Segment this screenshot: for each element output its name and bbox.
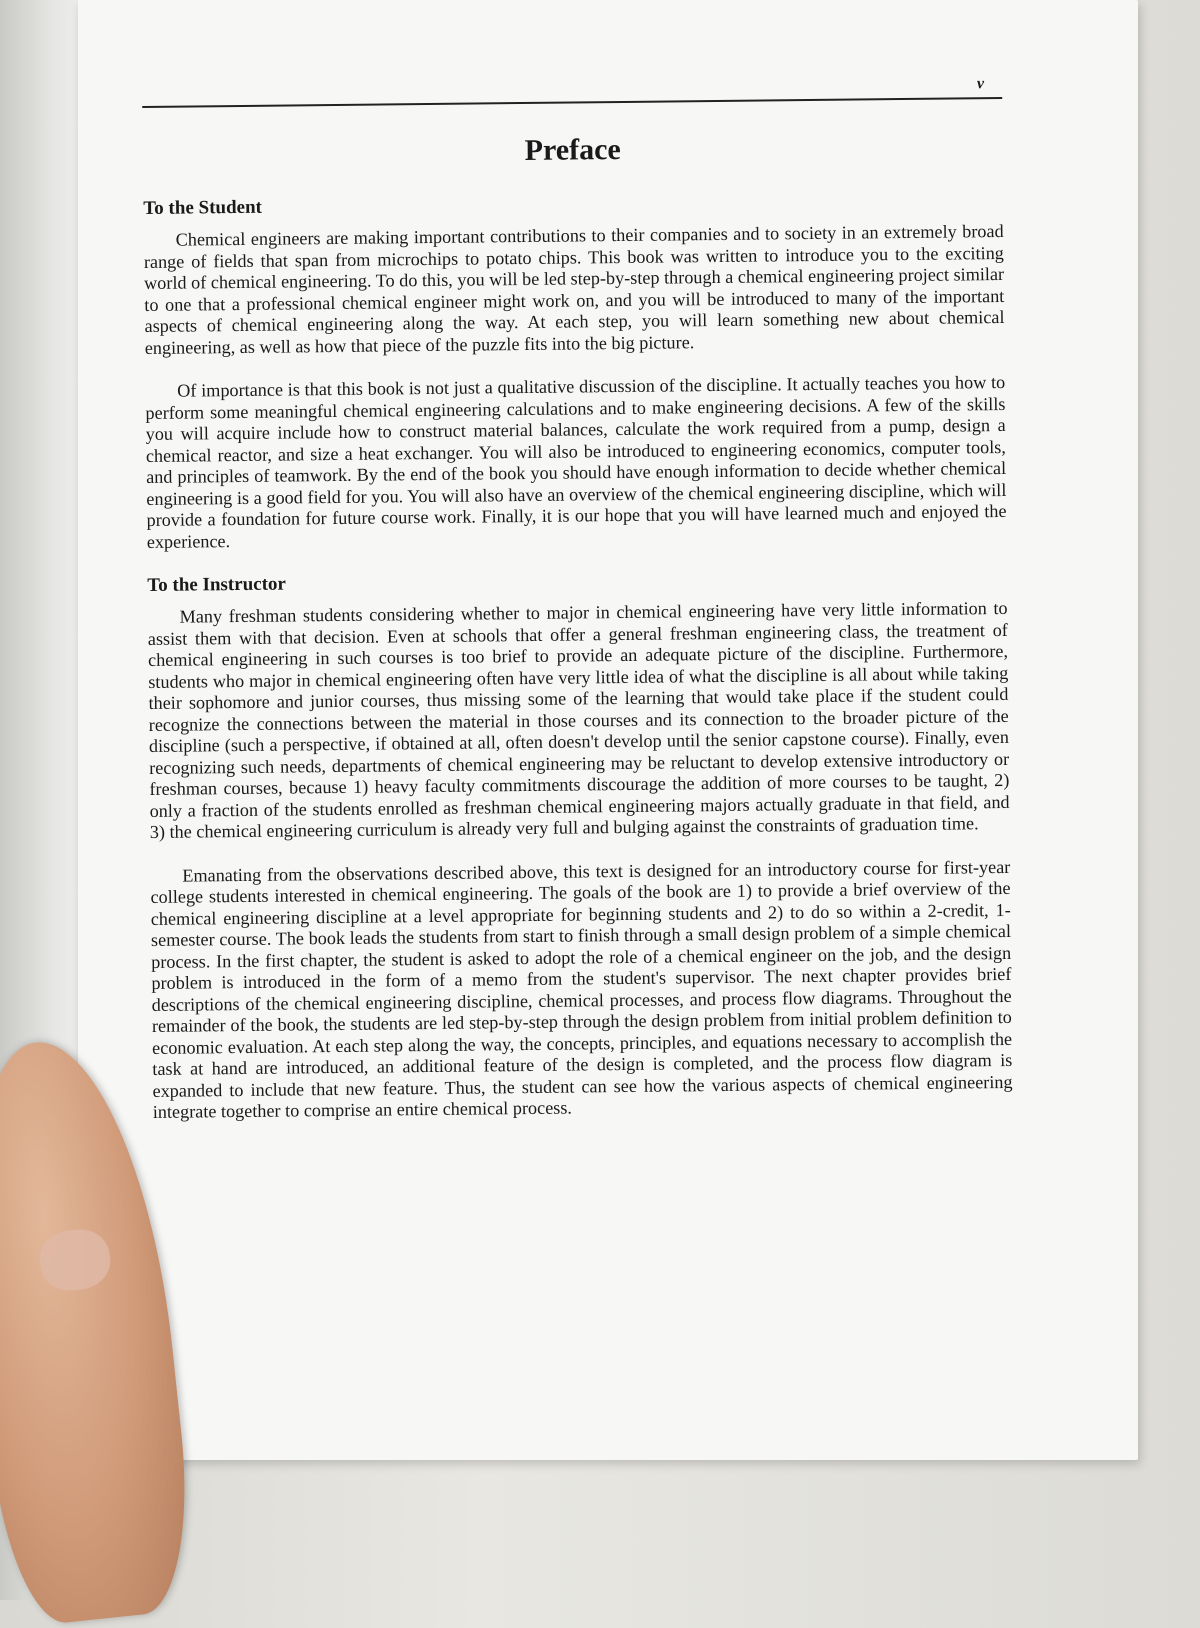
page-content [142, 73, 1013, 1145]
page-title: Preface [524, 132, 621, 167]
instructor-paragraph-2: Emanating from the observations described above, this text is designed for an introductory course for first-year college students interested in chemical engineering. The goals of the book are 1) to provide a brief overview of the chemical engineering discipline at a level appropriate for beginning students and 2) to do so within a 2-credit, 1-semester course. The book leads the students from start to finish through a small design problem of a simple chemical process. In the first chapter, the student is asked to adopt the role of a chemical engineer on the job, and the design problem is introduced in the form of a memo from the student's supervisor. The next chapter provides brief descriptions of the chemical engineering discipline, chemical processes, and process flow diagrams. Throughout the remainder of the book, the students are led step-by-step through the design problem from initial problem definition to economic evaluation. At each step along the way, the concepts, principles, and equations necessary to accomplish the task at hand are introduced, an additional feature of the design is completed, and the process flow diagram is expanded to include that new feature. Thus, the student can see how the various aspects of chemical engineering integrate together to comprise an entire chemical process. [150, 856, 1013, 1122]
section-heading-student: To the Student [143, 196, 263, 219]
student-paragraph-2: Of importance is that this book is not just a qualitative discussion of the discipline. It actually teaches you how to perform some meaningful chemical engineering calculations and to make engineering decisions. A few of the skills you will acquire include how to construct material balances, calculate the work required from a pump, design a chemical reactor, and size a heat exchanger. You will also be introduced to engineering economics, computer tools, and principles of teamwork. By the end of the book you should have enough information to decide whether chemical engineering is a good field for you. You will also have an overview of the chemical engineering discipline, which will provide a foundation for future course work. Finally, it is our hope that you will have learned much and enjoyed the experience. [145, 371, 1007, 552]
student-paragraph-1: Chemical engineers are making important contributions to their companies and to society in an extremely broad range of fields that span from microchips to potato chips. This book was written to introduce you to the exciting world of chemical engineering. To do this, you will be led step-by-step through a chemical engineering project similar to one that a professional chemical engineer might work on, and you will be introduced to many of the important aspects of chemical engineering along the way. At each step, you will learn something new about chemical engineering, as well as how that piece of the puzzle fits into the big picture. [143, 220, 1005, 358]
section-heading-instructor: To the Instructor [147, 573, 287, 596]
page-number: v [976, 75, 985, 93]
instructor-paragraph-1: Many freshman students considering whether to major in chemical engineering have very little information to assist them with that decision. Even at schools that offer a general freshman engineering class, the treatment of chemical engineering in such courses is too brief to provide an adequate picture of the discipline. Furthermore, students who major in chemical engineering often have very little idea of what the discipline is all about while taking their sophomore and junior courses, thus missing some of the learning that would take place if the student could recognize the connections between the material in those courses and its connection to the broader picture of the discipline (such a perspective, if obtained at all, often doesn't develop until the senior capstone course). Finally, even recognizing such needs, departments of chemical engineering may be reluctant to develop extensive introductory or freshman courses, because 1) heavy faculty commitments discourage the addition of more courses to be taught, 2) only a fraction of the students enrolled as freshman chemical engineering majors actually graduate in that field, and 3) the chemical engineering curriculum is already very full and bulging against the constraints of graduation time. [147, 597, 1010, 842]
